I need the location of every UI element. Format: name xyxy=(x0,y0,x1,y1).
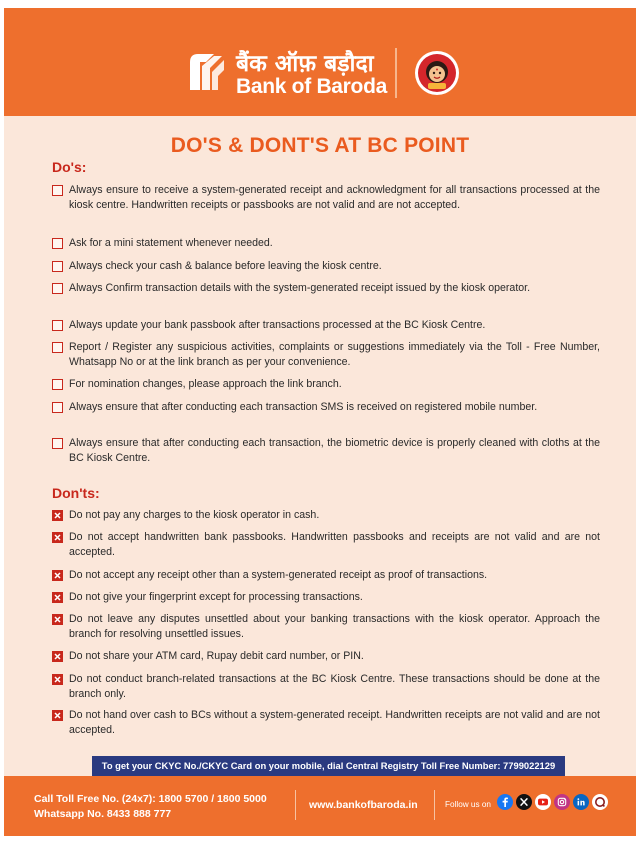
dos-item-text: Always ensure to receive a system-generated receipt and acknowledgment for all transactions processed at the kiosk centre. Handwritten receipts or passbooks are not valid and are not accepted. xyxy=(69,184,600,211)
dos-item xyxy=(52,318,600,333)
donts-item-text: Do not share your ATM card, Rupay debit card number, or PIN. xyxy=(69,650,364,662)
dos-heading: Do's: xyxy=(52,159,87,175)
dos-item xyxy=(52,400,600,415)
dos-item-text: For nomination changes, please approach the link branch. xyxy=(69,378,342,390)
bank-of-baroda-sunburst-icon xyxy=(184,50,228,94)
website-link[interactable]: www.bankofbaroda.in xyxy=(309,799,418,811)
bc-sakhi-mascot-icon xyxy=(414,50,460,96)
checkbox-icon xyxy=(52,283,63,294)
dos-item xyxy=(52,377,600,392)
checkbox-icon xyxy=(52,402,63,413)
follow-us-label: Follow us on xyxy=(445,800,491,809)
checkbox-icon xyxy=(52,185,63,196)
x-icon[interactable] xyxy=(516,794,532,810)
advisory-poster xyxy=(4,8,636,836)
facebook-icon[interactable] xyxy=(497,794,513,810)
donts-item-text: Do not pay any charges to the kiosk operator in cash. xyxy=(69,509,320,521)
contact-info xyxy=(34,792,267,822)
dos-item-text: Ask for a mini statement whenever needed. xyxy=(69,237,273,249)
donts-item xyxy=(52,649,600,664)
ckyc-info-bar: To get your CKYC No./CKYC Card on your mobile, dial Central Registry Toll Free Number: 7799022129 xyxy=(92,756,565,776)
linkedin-icon[interactable] xyxy=(573,794,589,810)
brand-name-english: Bank of Baroda xyxy=(236,75,387,98)
cross-box-icon xyxy=(52,592,63,603)
checkbox-icon xyxy=(52,261,63,272)
checkbox-icon xyxy=(52,238,63,249)
footer-divider xyxy=(295,790,296,820)
donts-item-text: Do not give your fingerprint except for processing transactions. xyxy=(69,591,363,603)
donts-item xyxy=(52,708,600,737)
dos-item-text: Report / Register any suspicious activities, complaints or suggestions immediately via the Toll - Free Number, Whatsapp No or at the link branch as per your convenience. xyxy=(69,341,600,368)
footer-divider xyxy=(434,790,435,820)
koo-icon[interactable] xyxy=(592,794,608,810)
cross-box-icon xyxy=(52,651,63,662)
donts-item-text: Do not accept any receipt other than a system-generated receipt as proof of transactions. xyxy=(69,569,488,581)
dos-item xyxy=(52,183,600,212)
dos-item xyxy=(52,281,600,296)
instagram-icon[interactable] xyxy=(554,794,570,810)
donts-item-text: Do not conduct branch-related transactions at the BC Kiosk Centre. These transactions should be done at the branch only. xyxy=(69,673,600,700)
cross-box-icon xyxy=(52,710,63,721)
dos-item xyxy=(52,340,600,369)
dos-item-text: Always ensure that after conducting each transaction, the biometric device is properly cleaned with cloths at the BC Kiosk Centre. xyxy=(69,437,600,464)
cross-box-icon xyxy=(52,510,63,521)
dos-item xyxy=(52,436,600,465)
toll-free-number: Call Toll Free No. (24x7): 1800 5700 / 1800 5000 xyxy=(34,793,267,805)
cross-box-icon xyxy=(52,614,63,625)
donts-item-text: Do not accept handwritten bank passbooks. Handwritten passbooks and receipts are not valid and are not accepted. xyxy=(69,531,600,558)
donts-heading: Don'ts: xyxy=(52,485,100,501)
dos-item-text: Always update your bank passbook after transactions processed at the BC Kiosk Centre. xyxy=(69,319,486,331)
donts-item xyxy=(52,568,600,583)
dos-item-text: Always check your cash & balance before leaving the kiosk centre. xyxy=(69,260,382,272)
donts-item xyxy=(52,612,600,641)
cross-box-icon xyxy=(52,532,63,543)
cross-box-icon xyxy=(52,674,63,685)
dos-item xyxy=(52,236,600,251)
youtube-icon[interactable] xyxy=(535,794,551,810)
checkbox-icon xyxy=(52,438,63,449)
dos-item-text: Always ensure that after conducting each transaction SMS is received on registered mobile number. xyxy=(69,401,538,413)
donts-item xyxy=(52,672,600,701)
dos-item xyxy=(52,259,600,274)
footer-bar xyxy=(4,776,636,836)
whatsapp-number: Whatsapp No. 8433 888 777 xyxy=(34,808,172,820)
header-banner xyxy=(4,8,636,116)
donts-item xyxy=(52,508,600,523)
checkbox-icon xyxy=(52,320,63,331)
checkbox-icon xyxy=(52,342,63,353)
donts-item-text: Do not leave any disputes unsettled about your banking transactions with the kiosk operator. Approach the branch for resolving unsettled issues. xyxy=(69,613,600,640)
donts-item xyxy=(52,590,600,605)
brand-name-hindi: बैंक ऑफ़ बड़ौदा xyxy=(236,51,374,77)
donts-item xyxy=(52,530,600,559)
checkbox-icon xyxy=(52,379,63,390)
cross-box-icon xyxy=(52,570,63,581)
dos-item-text: Always Confirm transaction details with the system-generated receipt issued by the kiosk operator. xyxy=(69,282,531,294)
donts-item-text: Do not hand over cash to BCs without a system-generated receipt. Handwritten receipts are not valid and are not accepted. xyxy=(69,709,600,736)
page-title: DO'S & DONT'S AT BC POINT xyxy=(170,134,470,157)
logo-divider xyxy=(395,48,397,98)
